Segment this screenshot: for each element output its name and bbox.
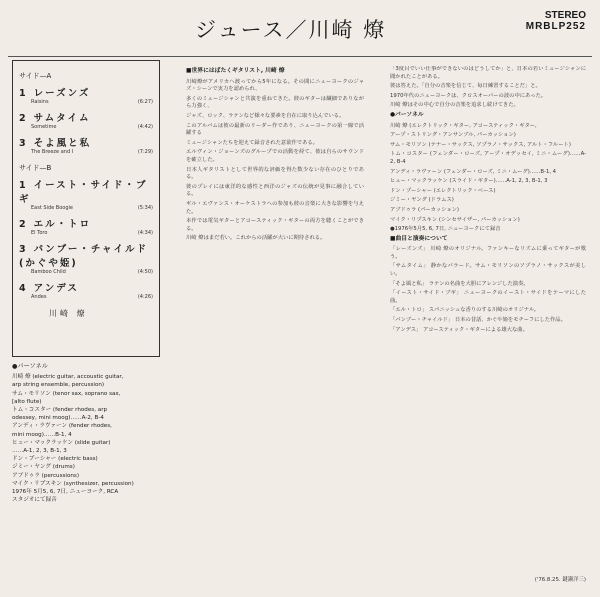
track-title-text: エル・トロ [33,219,92,230]
liner-paragraph: 「バンブー・チャイルド」 日本の昔話、かぐや姫をモチーフにした作品。 [390,317,566,324]
personnel-line: アンディ・ラヴァーン (fender rhodes, [12,423,112,430]
track-title [19,85,153,99]
side-b-list [19,177,153,300]
tracklist-box [12,60,160,357]
personnel-line: 川崎 燎 (electric guitar, accoustic guitar, [12,374,124,381]
liner-paragraph: アブドゥラ (パーカッション) [390,206,459,213]
track-duration: (4:42) [137,124,153,130]
liner-paragraph: 「イースト・サイド・ブギ」 ニューヨークのイースト・サイドをテーマにした曲。 [390,290,586,304]
track-title-text: レーズンズ [33,88,91,99]
liner-personnel-heading: ●パーソネル [390,111,424,118]
personnel-line: スタジオにて録音 [12,497,57,504]
track-english-title: Raisins [31,99,49,105]
track-number: 2 [19,113,28,124]
personnel-line: [alto flute) [12,398,42,405]
liner-signature: ('76.8.25. 鍵瀬洋三) [534,577,586,583]
personnel-line: ヒュー・マックラッケン (slide guitar) [12,439,111,446]
track-item [19,241,153,275]
liner-personnel-body [390,123,586,234]
liner-paragraph: 日本人ギタリストとして世界的な評価を得た数少ない存在のひとりである。 [186,166,364,181]
side-b-heading: サイド—B [19,164,52,172]
personnel-lines [12,373,160,504]
personnel-line: odessey, mini moog)……A-2, B-4 [12,415,104,422]
header-rule [8,56,592,57]
liner-paragraph: 「アンデス」 アコースティック・ギターによる雄大な曲。 [390,326,528,333]
track-item [19,110,153,130]
track-item [19,135,153,155]
liner-heading-1: ■世界にはばたくギタリスト, 川崎 燎 [186,68,285,74]
side-a-list [19,85,153,155]
liner-paragraph: アープ・ストリング・アンサンブル, パーカッション) [390,132,516,139]
track-english-title: Sometime [31,124,57,130]
personnel-line: ……A-1, 2, 3, B-1, 3 [12,448,67,455]
track-item [19,177,153,211]
track-number: 4 [19,283,28,294]
liner-songs-body [390,246,586,334]
personnel-heading: ●パーソネル [12,363,48,370]
track-duration: (4:34) [137,230,153,236]
track-title [19,177,153,205]
track-title-text: バンブー・チャイルド(かぐや姫) [19,244,149,269]
liner-paragraph: 「エル・トロ」 スパニッシュな香りのする川崎のオリジナル。 [390,307,539,314]
album-title: ジュース／川崎 燎 [195,18,387,42]
personnel-line: アブドゥラ (percussions) [12,472,80,479]
liner-paragraph: ジミー・ヤング (ドラムス) [390,197,454,204]
artist-name: 川崎 燎 [49,309,88,318]
liner-paragraph: 川崎 燎 (エレクトリック・ギター, アコースティック・ギター, [390,122,537,129]
track-title [19,241,153,269]
personnel-line: トム・コスター (fender rhodes, arp [12,407,108,414]
liner-paragraph: 彼のプレイには東洋的な感性と西洋のジャズの伝統が見事に融合している。 [186,183,364,198]
left-panel [12,60,160,504]
track-number: 2 [19,219,28,230]
track-title-text: そよ風と私 [33,138,92,149]
liner-column-1 [186,66,364,586]
track-title [19,135,153,149]
liner-paragraph: ヒュー・マックラッケン (スライド・ギター)……A-1, 2, 3, B-1, 3 [390,178,548,185]
liner-col1-body [186,79,364,243]
track-item [19,85,153,105]
liner-paragraph: サム・モリソン (テナー・サックス, ソプラノ・サックス, アルト・フルート) [390,141,571,148]
catalog-number: MRBLP252 [525,21,586,32]
track-duration: (5:34) [137,205,153,211]
track-number: 3 [19,138,28,149]
personnel-line: arp string ensemble, percussion) [12,382,105,389]
liner-paragraph: アンディ・ラヴァーン (フェンダー・ローズ, ミニ・ムーグ)……B-1, 4 [390,168,557,175]
liner-paragraph: ミュージシャンたちを迎えて録音された意欲作である。 [186,139,318,146]
personnel-line: mini moog)……B-1, 4 [12,431,72,438]
liner-paragraph: 多くのミュージシャンと共演を重ねてきた。彼のギターは繊細でありながら力強く、 [186,95,364,110]
liner-paragraph: 川崎 燎はその中心で自分の音楽を追求し続けてきた。 [390,102,519,109]
personnel-line: ジミー・ヤング (drums) [12,464,75,471]
track-english-title: El Toro [31,230,48,236]
liner-paragraph: 「そよ風と私」 ラテンの名曲を大胆にアレンジした演奏。 [390,280,529,287]
track-number: 1 [19,180,28,191]
liner-paragraph: 川崎燎がアメリカへ渡ってから5年になる。その間にニューヨークのジャズ・シーンで実力を認められ、 [186,78,364,93]
liner-paragraph: トム・コスター (フェンダー・ローズ, アープ・オデッセイ, ミニ・ムーグ)……A-2, B-4 [390,151,586,165]
liner-paragraph: ジャズ、ロック、ラテンなど様々な要素を自在に取り込んでいる。 [186,112,345,119]
track-english-title: Andes [31,294,47,300]
liner-paragraph: 1970年代のニューヨークは、クロスオーバーの波の中にあった。 [390,92,547,99]
track-title [19,280,153,294]
liner-paragraph: 彼は答えた。「自分の音楽を信じて、毎日練習することだ」と。 [390,83,541,90]
personnel-section [12,363,160,504]
liner-paragraph: 「サムタイム」 静かなバラード。サム・モリソンのソプラノ・サックスが美しい。 [390,263,586,278]
track-title-text: サムタイム [33,113,91,124]
track-title [19,110,153,124]
stereo-label: STEREO [544,10,586,21]
side-a-heading: サイド—A [19,72,52,80]
liner-paragraph: 「レーズンズ」 川崎 燎のオリジナル。ファンキーなリズムに乗ってギターが歌う。 [390,246,586,260]
track-item [19,280,153,300]
track-title [19,216,153,230]
track-duration: (4:50) [137,269,153,275]
liner-col2-intro [390,66,586,110]
track-title-text: イースト・サイド・ブギ [19,180,148,205]
liner-paragraph: このアルバムは彼の最新のリーダー作であり、ニューヨークの第一線で活躍する [186,122,364,137]
track-item [19,216,153,236]
liner-paragraph: エルヴィン・ジョーンズのグループでの活動を経て、彼は自らのサウンドを確立した。 [186,149,364,163]
personnel-line: 1976年 5月5, 6, 7日, ニューヨーク, RCA [12,489,119,496]
track-number: 3 [19,244,28,255]
personnel-line: マイク・リプスキン (synthesizer, percussion) [12,480,134,487]
stereo-catalog [526,10,586,32]
liner-paragraph: 「3度目でいい仕事ができないのはどうしてか」と、日本の若いミュージシャンに聞かれたことがある。 [390,66,586,80]
liner-paragraph: ドン・プーシャー (エレクトリック・ベース) [390,187,496,194]
liner-songs-heading: ■曲目と演奏について [390,235,448,242]
liner-paragraph: マイク・リプスキン (シンセサイザー, パーカッション) [390,216,520,223]
personnel-line: サム・モリソン (tenor sax, soprano sax, [12,390,121,397]
liner-paragraph: 本作では電気ギターとアコースティック・ギターの両方を聴くことができる。 [186,218,364,232]
track-english-title: The Breeze and I [31,149,74,155]
track-duration: (4:26) [137,294,153,300]
track-duration: (7:29) [137,149,153,155]
personnel-line: ドン・プーシャー (electric bass) [12,456,98,463]
track-number: 1 [19,88,28,99]
liner-paragraph: ギル・エヴァンス・オーケストラへの参加も彼の音楽に大きな影響を与えた。 [186,200,364,215]
liner-column-2 [390,66,586,566]
track-english-title: Bamboo Child [31,269,66,275]
liner-paragraph: ●1976年5月5, 6, 7日, ニューヨークにて録音 [390,226,501,233]
track-title-text: アンデス [33,283,79,294]
track-duration: (6:27) [137,99,153,105]
track-english-title: East Side Boogie [31,205,73,211]
liner-paragraph: 川崎 燎はまだ若い。これからの活躍が大いに期待される。 [186,235,326,242]
